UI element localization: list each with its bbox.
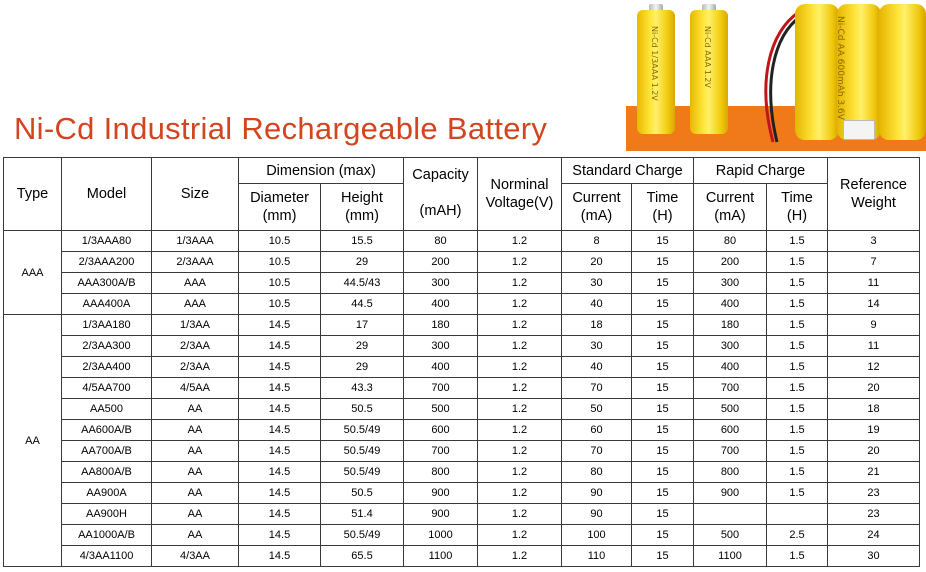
cell-height: 15.5 <box>321 231 404 252</box>
cell-height: 51.4 <box>321 504 404 525</box>
cell-capacity: 1000 <box>404 525 478 546</box>
cell-voltage: 1.2 <box>478 420 562 441</box>
cell-capacity: 800 <box>404 462 478 483</box>
cell-size: AA <box>152 525 239 546</box>
cell-rapid-current: 500 <box>694 525 767 546</box>
cell-std-current: 90 <box>562 504 632 525</box>
cell-weight: 23 <box>828 504 920 525</box>
cell-rapid-current: 80 <box>694 231 767 252</box>
cell-capacity: 80 <box>404 231 478 252</box>
cell-diameter: 14.5 <box>239 336 321 357</box>
cell-rapid-time: 1.5 <box>767 315 828 336</box>
cell-capacity: 900 <box>404 504 478 525</box>
cell-std-current: 20 <box>562 252 632 273</box>
battery-label: Ni-Cd AAA 1.2V <box>703 26 712 88</box>
cell-std-time: 15 <box>632 462 694 483</box>
header-diameter: Diameter (mm) <box>239 184 321 231</box>
cell-std-time: 15 <box>632 483 694 504</box>
cell-height: 43.3 <box>321 378 404 399</box>
table-row <box>4 462 920 483</box>
cell-rapid-time: 1.5 <box>767 399 828 420</box>
cell-weight: 20 <box>828 441 920 462</box>
cell-model: 2/3AA400 <box>62 357 152 378</box>
cell-std-time: 15 <box>632 357 694 378</box>
cell-capacity: 700 <box>404 378 478 399</box>
cell-weight: 19 <box>828 420 920 441</box>
cell-std-current: 40 <box>562 357 632 378</box>
header-size: Size <box>152 158 239 231</box>
cell-voltage: 1.2 <box>478 483 562 504</box>
cell-height: 50.5/49 <box>321 441 404 462</box>
cell-size: AA <box>152 441 239 462</box>
table-row <box>4 231 920 252</box>
cell-rapid-current: 700 <box>694 441 767 462</box>
cell-capacity: 300 <box>404 273 478 294</box>
table-row <box>4 357 920 378</box>
cell-weight: 11 <box>828 273 920 294</box>
cell-weight: 3 <box>828 231 920 252</box>
header-type: Type <box>4 158 62 231</box>
cell-capacity: 600 <box>404 420 478 441</box>
header-rapid-charge: Rapid Charge <box>694 158 828 184</box>
cell-std-time: 15 <box>632 441 694 462</box>
cell-diameter: 10.5 <box>239 252 321 273</box>
cell-size: 1/3AAA <box>152 231 239 252</box>
cell-std-time: 15 <box>632 525 694 546</box>
cell-size: 2/3AAA <box>152 252 239 273</box>
cell-size: AA <box>152 462 239 483</box>
cell-height: 29 <box>321 336 404 357</box>
cell-rapid-current <box>694 504 767 525</box>
cell-rapid-time: 1.5 <box>767 336 828 357</box>
cell-rapid-current: 300 <box>694 336 767 357</box>
cell-weight: 7 <box>828 252 920 273</box>
cell-voltage: 1.2 <box>478 252 562 273</box>
cell-rapid-time <box>767 504 828 525</box>
cell-std-time: 15 <box>632 231 694 252</box>
cell-model: AAA300A/B <box>62 273 152 294</box>
cell-capacity: 500 <box>404 399 478 420</box>
cell-model: AA800A/B <box>62 462 152 483</box>
cell-std-time: 15 <box>632 336 694 357</box>
cell-rapid-current: 400 <box>694 357 767 378</box>
cell-model: AA600A/B <box>62 420 152 441</box>
cell-weight: 18 <box>828 399 920 420</box>
cell-diameter: 10.5 <box>239 294 321 315</box>
cell-diameter: 14.5 <box>239 378 321 399</box>
connector-plug <box>843 120 875 140</box>
cell-height: 50.5/49 <box>321 525 404 546</box>
header-rapid-time: Time (H) <box>767 184 828 231</box>
cell-voltage: 1.2 <box>478 525 562 546</box>
cell-std-time: 15 <box>632 504 694 525</box>
cell-diameter: 14.5 <box>239 546 321 567</box>
header-standard-charge: Standard Charge <box>562 158 694 184</box>
cell-std-current: 70 <box>562 378 632 399</box>
battery-label: Ni-Cd AA 600mAh 3.6V <box>835 16 845 120</box>
page-title: Ni-Cd Industrial Rechargeable Battery <box>14 111 548 146</box>
cell-size: AAA <box>152 273 239 294</box>
cell-capacity: 180 <box>404 315 478 336</box>
cell-diameter: 14.5 <box>239 504 321 525</box>
cell-std-current: 110 <box>562 546 632 567</box>
cell-size: AA <box>152 399 239 420</box>
cell-std-time: 15 <box>632 546 694 567</box>
battery-image-small-1 <box>636 4 676 134</box>
cell-rapid-time: 1.5 <box>767 357 828 378</box>
cell-model: AA900H <box>62 504 152 525</box>
cell-rapid-current: 1100 <box>694 546 767 567</box>
cell-rapid-current: 180 <box>694 315 767 336</box>
cell-std-current: 70 <box>562 441 632 462</box>
header-voltage: Norminal Voltage(V) <box>478 158 562 231</box>
cell-diameter: 14.5 <box>239 441 321 462</box>
cell-voltage: 1.2 <box>478 231 562 252</box>
cell-rapid-current: 800 <box>694 462 767 483</box>
cell-rapid-time: 1.5 <box>767 231 828 252</box>
cell-size: 2/3AA <box>152 357 239 378</box>
cell-rapid-time: 1.5 <box>767 483 828 504</box>
cell-weight: 12 <box>828 357 920 378</box>
title-box <box>0 106 626 151</box>
cell-std-current: 90 <box>562 483 632 504</box>
cell-capacity: 900 <box>404 483 478 504</box>
header-row-1 <box>4 158 920 184</box>
cell-rapid-time: 1.5 <box>767 294 828 315</box>
table-row <box>4 336 920 357</box>
cell-std-time: 15 <box>632 399 694 420</box>
cell-size: AA <box>152 504 239 525</box>
table-row <box>4 420 920 441</box>
cell-std-time: 15 <box>632 273 694 294</box>
cell-voltage: 1.2 <box>478 315 562 336</box>
cell-voltage: 1.2 <box>478 462 562 483</box>
header-height: Height (mm) <box>321 184 404 231</box>
cell-rapid-time: 1.5 <box>767 462 828 483</box>
cell-diameter: 14.5 <box>239 483 321 504</box>
cell-size: AAA <box>152 294 239 315</box>
cell-model: 4/3AA1100 <box>62 546 152 567</box>
cell-model: AAA400A <box>62 294 152 315</box>
cell-voltage: 1.2 <box>478 336 562 357</box>
cell-rapid-current: 300 <box>694 273 767 294</box>
battery-image-small-2 <box>689 4 729 134</box>
cell-diameter: 14.5 <box>239 315 321 336</box>
cell-weight: 23 <box>828 483 920 504</box>
header-standard-time: Time (H) <box>632 184 694 231</box>
cell-rapid-time: 1.5 <box>767 252 828 273</box>
cell-std-time: 15 <box>632 252 694 273</box>
table-row <box>4 315 920 336</box>
table-row <box>4 378 920 399</box>
cell-height: 50.5/49 <box>321 420 404 441</box>
cell-capacity: 700 <box>404 441 478 462</box>
cell-weight: 30 <box>828 546 920 567</box>
cell-rapid-current: 200 <box>694 252 767 273</box>
cell-voltage: 1.2 <box>478 378 562 399</box>
header-model: Model <box>62 158 152 231</box>
cell-diameter: 10.5 <box>239 231 321 252</box>
cell-capacity: 1100 <box>404 546 478 567</box>
cell-model: AA1000A/B <box>62 525 152 546</box>
cell-std-current: 60 <box>562 420 632 441</box>
cell-rapid-time: 2.5 <box>767 525 828 546</box>
cell-voltage: 1.2 <box>478 294 562 315</box>
header-dimension: Dimension (max) <box>239 158 404 184</box>
cell-height: 44.5 <box>321 294 404 315</box>
cell-capacity: 300 <box>404 336 478 357</box>
cell-std-current: 18 <box>562 315 632 336</box>
cell-model: 1/3AA180 <box>62 315 152 336</box>
cell-diameter: 14.5 <box>239 462 321 483</box>
cell-diameter: 14.5 <box>239 399 321 420</box>
cell-rapid-current: 400 <box>694 294 767 315</box>
cell-capacity: 400 <box>404 357 478 378</box>
cell-voltage: 1.2 <box>478 273 562 294</box>
cell-type: AAA <box>4 231 62 315</box>
cell-voltage: 1.2 <box>478 504 562 525</box>
header-capacity: Capacity (mAH) <box>404 158 478 231</box>
cell-rapid-time: 1.5 <box>767 420 828 441</box>
cell-rapid-time: 1.5 <box>767 441 828 462</box>
cell-voltage: 1.2 <box>478 546 562 567</box>
cell-height: 29 <box>321 252 404 273</box>
cell-voltage: 1.2 <box>478 441 562 462</box>
header-weight: Reference Weight <box>828 158 920 231</box>
cell-std-current: 80 <box>562 462 632 483</box>
cell-model: AA900A <box>62 483 152 504</box>
table-row <box>4 441 920 462</box>
table-row <box>4 525 920 546</box>
battery-label: Ni-Cd 1/3AAA 1.2V <box>650 26 659 101</box>
cell-size: 2/3AA <box>152 336 239 357</box>
cell-model: 1/3AAA80 <box>62 231 152 252</box>
cell-size: 1/3AA <box>152 315 239 336</box>
cell-std-time: 15 <box>632 315 694 336</box>
cell-height: 50.5 <box>321 399 404 420</box>
cell-std-current: 100 <box>562 525 632 546</box>
header-rapid-current: Current (mA) <box>694 184 767 231</box>
header-standard-current: Current (mA) <box>562 184 632 231</box>
cell-voltage: 1.2 <box>478 357 562 378</box>
cell-std-time: 15 <box>632 420 694 441</box>
cell-height: 29 <box>321 357 404 378</box>
cell-std-current: 8 <box>562 231 632 252</box>
cell-model: AA700A/B <box>62 441 152 462</box>
cell-capacity: 400 <box>404 294 478 315</box>
spec-table <box>3 157 920 567</box>
table-row <box>4 504 920 525</box>
cell-height: 50.5 <box>321 483 404 504</box>
cell-rapid-time: 1.5 <box>767 273 828 294</box>
cell-std-current: 30 <box>562 336 632 357</box>
cell-capacity: 200 <box>404 252 478 273</box>
cell-rapid-current: 500 <box>694 399 767 420</box>
cell-weight: 9 <box>828 315 920 336</box>
cell-std-current: 30 <box>562 273 632 294</box>
battery-pack-cell-1 <box>795 4 839 140</box>
table-row <box>4 294 920 315</box>
table-row <box>4 273 920 294</box>
cell-std-time: 15 <box>632 294 694 315</box>
cell-weight: 14 <box>828 294 920 315</box>
cell-height: 65.5 <box>321 546 404 567</box>
cell-weight: 24 <box>828 525 920 546</box>
cell-height: 50.5/49 <box>321 462 404 483</box>
cell-weight: 11 <box>828 336 920 357</box>
cell-weight: 21 <box>828 462 920 483</box>
table-row <box>4 399 920 420</box>
cell-std-time: 15 <box>632 378 694 399</box>
cell-weight: 20 <box>828 378 920 399</box>
cell-std-current: 50 <box>562 399 632 420</box>
cell-model: 4/5AA700 <box>62 378 152 399</box>
cell-size: 4/5AA <box>152 378 239 399</box>
cell-height: 44.5/43 <box>321 273 404 294</box>
cell-rapid-current: 600 <box>694 420 767 441</box>
table-row <box>4 546 920 567</box>
table-body <box>4 231 920 567</box>
cell-rapid-time: 1.5 <box>767 378 828 399</box>
cell-std-current: 40 <box>562 294 632 315</box>
cell-diameter: 14.5 <box>239 357 321 378</box>
cell-rapid-current: 900 <box>694 483 767 504</box>
cell-voltage: 1.2 <box>478 399 562 420</box>
cell-diameter: 14.5 <box>239 420 321 441</box>
cell-type: AA <box>4 315 62 567</box>
cell-rapid-time: 1.5 <box>767 546 828 567</box>
cell-diameter: 10.5 <box>239 273 321 294</box>
cell-height: 17 <box>321 315 404 336</box>
cell-model: AA500 <box>62 399 152 420</box>
battery-pack-image <box>755 2 926 148</box>
cell-diameter: 14.5 <box>239 525 321 546</box>
cell-rapid-current: 700 <box>694 378 767 399</box>
cell-model: 2/3AAA200 <box>62 252 152 273</box>
battery-pack-cell-3 <box>879 4 926 140</box>
cell-size: 4/3AA <box>152 546 239 567</box>
cell-model: 2/3AA300 <box>62 336 152 357</box>
table-row <box>4 252 920 273</box>
cell-size: AA <box>152 420 239 441</box>
cell-size: AA <box>152 483 239 504</box>
table-row <box>4 483 920 504</box>
